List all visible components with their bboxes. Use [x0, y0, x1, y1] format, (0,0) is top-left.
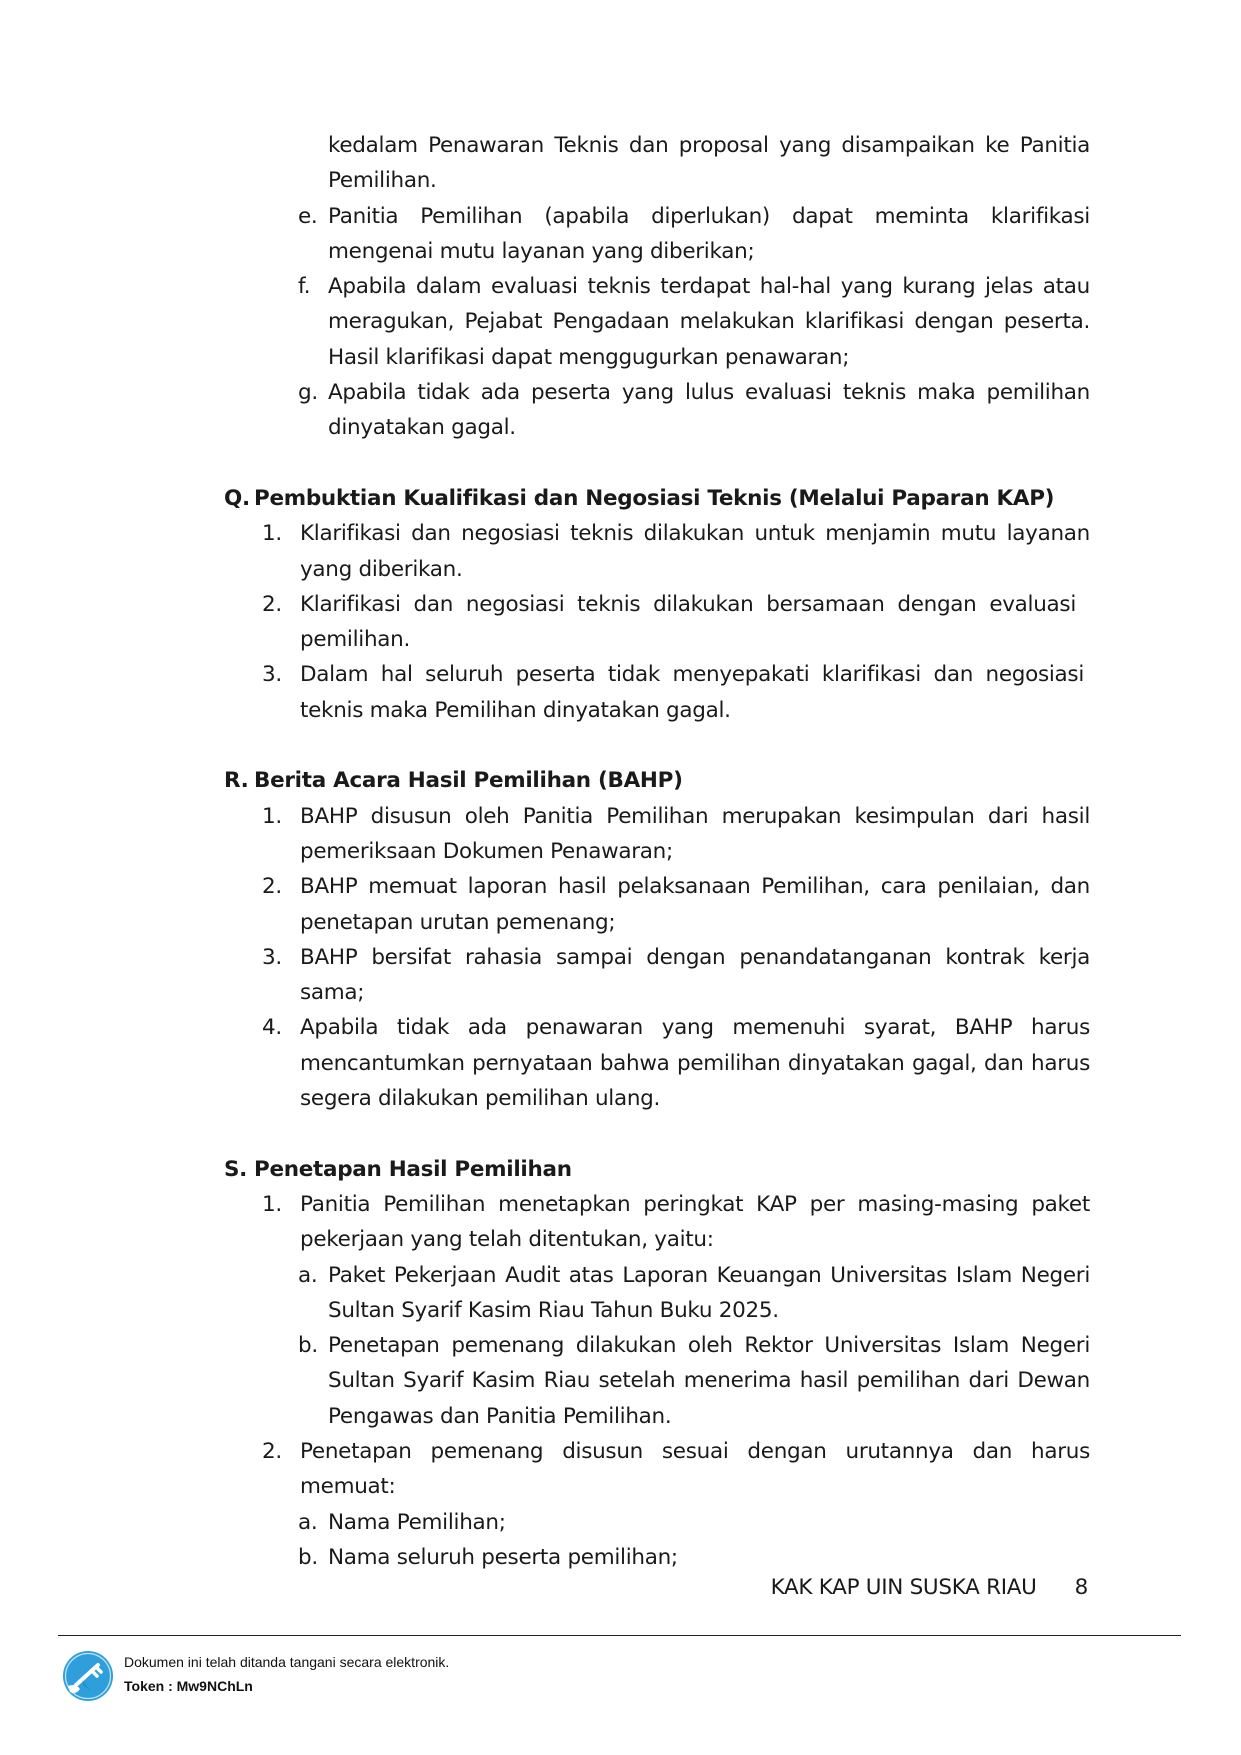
list-text: Klarifikasi dan negosiasi teknis dilakukan untuk menjamin mutu layanan — [300, 521, 1090, 547]
text-line: Sultan Syarif Kasim Riau setelah menerima hasil pemilihan dari Dewan — [328, 1368, 1090, 1394]
list-label: a. — [298, 1262, 318, 1288]
list-item — [222, 1187, 1090, 1222]
text-line: memuat: — [300, 1474, 396, 1500]
list-text: Nama seluruh peserta pemilihan; — [328, 1544, 678, 1570]
section-heading-q — [222, 481, 1090, 516]
list-label: f. — [298, 274, 311, 300]
text-line: segera dilakukan pemilihan ulang. — [300, 1086, 661, 1112]
key-icon — [62, 1650, 114, 1702]
list-text: Klarifikasi dan negosiasi teknis dilakukan bersamaan dengan evaluasi — [300, 591, 1076, 617]
list-label: e. — [298, 203, 318, 229]
signature-notice: Dokumen ini telah ditanda tangani secara elektronik. — [124, 1654, 450, 1670]
list-text: BAHP disusun oleh Panitia Pemilihan merupakan kesimpulan dari hasil — [300, 803, 1090, 829]
text-line: dinyatakan gagal. — [328, 415, 516, 441]
list-text: Apabila dalam evaluasi teknis terdapat hal-hal yang kurang jelas atau — [328, 274, 1090, 300]
text-line: yang diberikan. — [300, 556, 463, 582]
list-label: 1. — [262, 1191, 282, 1217]
list-item-e — [222, 199, 1090, 234]
list-label: g. — [298, 380, 318, 406]
list-text: Apabila tidak ada peserta yang lulus evaluasi teknis maka pemilihan — [328, 380, 1090, 406]
list-label: 3. — [262, 944, 282, 970]
list-label: 1. — [262, 521, 282, 547]
list-text: Penetapan pemenang dilakukan oleh Rektor Universitas Islam Negeri — [328, 1333, 1090, 1359]
list-item — [222, 869, 1090, 904]
text-line: pemilihan. — [300, 627, 411, 653]
list-label: 2. — [262, 874, 282, 900]
text-line: kedalam Penawaran Teknis dan proposal yang disampaikan ke Panitia — [328, 133, 1090, 158]
list-text: Panitia Pemilihan menetapkan peringkat KAP per masing-masing paket — [300, 1191, 1090, 1217]
list-text: BAHP bersifat rahasia sampai dengan penandatanganan kontrak kerja — [300, 944, 1090, 970]
signature-token: Token : Mw9NChLn — [124, 1678, 253, 1694]
section-heading-s — [222, 1152, 1090, 1187]
list-text: Nama Pemilihan; — [328, 1509, 506, 1535]
section-letter: Q. — [224, 485, 250, 511]
list-label: b. — [298, 1544, 318, 1570]
sub-list-item — [222, 1505, 1090, 1540]
list-text: Apabila tidak ada penawaran yang memenuhi syarat, BAHP harus — [300, 1015, 1090, 1041]
list-label: 2. — [262, 1438, 282, 1464]
text-line: Pemilihan. — [328, 168, 437, 194]
list-item — [222, 799, 1090, 834]
page-footer — [771, 1575, 1088, 1600]
section-title: Penetapan Hasil Pemilihan — [254, 1156, 572, 1182]
list-text: Paket Pekerjaan Audit atas Laporan Keuangan Universitas Islam Negeri — [328, 1262, 1090, 1288]
text-line: teknis maka Pemilihan dinyatakan gagal. — [300, 697, 731, 723]
list-item — [222, 940, 1090, 975]
list-text: Panitia Pemilihan (apabila diperlukan) dapat meminta klarifikasi — [328, 203, 1090, 229]
sub-list-item — [222, 1258, 1090, 1293]
list-label: b. — [298, 1333, 318, 1359]
list-item — [222, 1434, 1090, 1469]
list-text: BAHP memuat laporan hasil pelaksanaan Pemilihan, cara penilaian, dan — [300, 874, 1090, 900]
footer-doc-title: KAK KAP UIN SUSKA RIAU — [770, 1575, 1037, 1600]
sub-list-item — [222, 1328, 1090, 1363]
list-label: 4. — [262, 1015, 282, 1041]
list-item-g — [222, 375, 1090, 410]
footer-divider — [58, 1635, 1181, 1636]
section-title: Berita Acara Hasil Pemilihan (BAHP) — [254, 768, 683, 794]
text-line: meragukan, Pejabat Pengadaan melakukan klarifikasi dengan peserta. — [328, 309, 1090, 335]
list-text: Dalam hal seluruh peserta tidak menyepakati klarifikasi dan negosiasi — [300, 662, 1084, 688]
list-label: 1. — [262, 803, 282, 829]
text-line: pemeriksaan Dokumen Penawaran; — [300, 838, 673, 864]
text-line: mencantumkan pernyataan bahwa pemilihan dinyatakan gagal, dan harus — [300, 1050, 1090, 1076]
section-title: Pembuktian Kualifikasi dan Negosiasi Teknis (Melalui Paparan KAP) — [254, 485, 1055, 511]
text-line: pekerjaan yang telah ditentukan, yaitu: — [300, 1227, 714, 1253]
page-number: 8 — [1074, 1575, 1088, 1600]
list-item — [222, 516, 1090, 551]
section-heading-r — [222, 763, 1090, 798]
text-line: mengenai mutu layanan yang diberikan; — [328, 238, 755, 264]
text-line: sama; — [300, 980, 365, 1006]
list-item — [222, 587, 1090, 622]
section-letter: R. — [224, 768, 249, 794]
text-line: Hasil klarifikasi dapat menggugurkan penawaran; — [328, 344, 850, 370]
list-item-f — [222, 269, 1090, 304]
list-item — [222, 1010, 1090, 1045]
list-label: 2. — [262, 591, 282, 617]
sub-list-item — [222, 1540, 1090, 1575]
list-label: 3. — [262, 662, 282, 688]
list-label: a. — [298, 1509, 318, 1535]
section-letter: S. — [224, 1156, 248, 1182]
text-line: Pengawas dan Panitia Pemilihan. — [328, 1403, 672, 1429]
text-line: penetapan urutan pemenang; — [300, 909, 616, 935]
page-content — [222, 128, 1090, 1575]
list-item — [222, 657, 1090, 692]
list-text: Penetapan pemenang disusun sesuai dengan urutannya dan harus — [300, 1438, 1090, 1464]
text-line: Sultan Syarif Kasim Riau Tahun Buku 2025. — [328, 1297, 779, 1323]
